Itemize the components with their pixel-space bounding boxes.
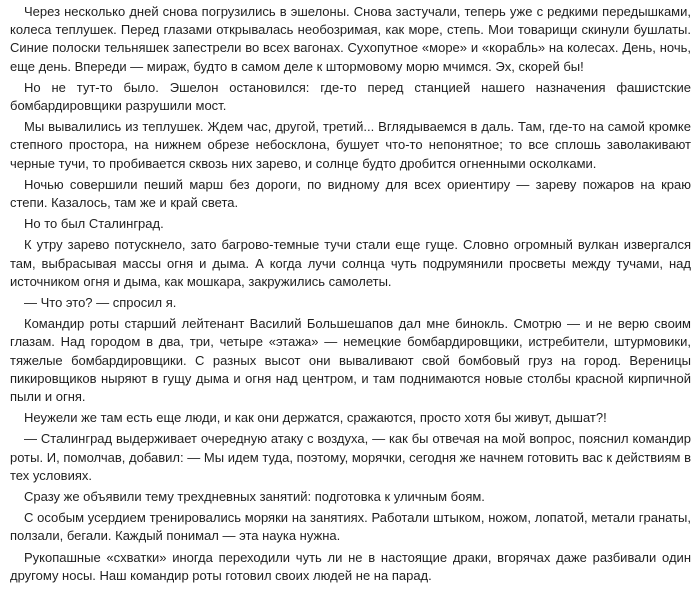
- paragraph: Сразу же объявили тему трехдневных занятий: подготовка к уличным боям.: [24, 489, 485, 505]
- paragraph: — Сталинград выдерживает очередную атаку с воздуха, — как бы отвечая на мой вопрос, пояснил командир роты. И, помолчав, добавил: — Мы идем туда, поэтому, морячки, сегодня же начнем готовить вас к действиям в тех условиях.: [10, 431, 691, 483]
- paragraph: Но не тут-то было. Эшелон остановился: где-то перед станцией нашего назначения фашистские бомбардировщики разрушили мост.: [10, 79, 691, 114]
- paragraph: Рукопашные «схватки» иногда переходили чуть ли не в настоящие драки, вгорячах даже разбивали один другому носы. Наш командир роты готовил своих людей не на парад.: [10, 549, 691, 583]
- paragraph: — Что это? — спросил я.: [24, 295, 177, 311]
- paragraph: Мы вывалились из теплушек. Ждем час, другой, третий... Вглядываемся в даль. Там, где-то на самой кромке степного простора, на нижнем обрезе небосклона, бушует что-то непонятное; то все сплошь заволакивают черные тучи, то пробивается сквозь них зарево, и солнце будто дробится огненными осколками.: [10, 119, 691, 171]
- paragraph: Неужели же там есть еще люди, и как они держатся, сражаются, просто хотя бы живут, дышат?!: [24, 410, 607, 426]
- paragraph: К утру зарево потускнело, зато багрово-темные тучи стали еще гуще. Словно огромный вулкан извергался там, выбрасывая массы огня и дыма. А когда лучи солнца чуть подрумянили просветы между тучами, над источником огня и дыма, как мошкара, закружились самолеты.: [10, 237, 691, 289]
- paragraph: Командир роты старший лейтенант Василий Большешапов дал мне бинокль. Смотрю — и не верю своим глазам. Над городом в два, три, четыре «этажа» — немецкие бомбардировщики, истребители, штурмовики, тяжелые бомбардировщики. С разных высот они вываливают свой бомбовый груз на город. Вереницы пикировщиков ныряют в гущу дыма и огня над центром, и там поднимаются новые столбы красной кирпичной пыли и огня.: [10, 316, 691, 405]
- paragraph: Но то был Сталинград.: [24, 216, 164, 232]
- paragraph: Через несколько дней снова погрузились в эшелоны. Снова застучали, теперь уже с редкими передышками, колеса теплушек. Перед глазами открывалась необозримая, как море, степь. Мои товарищи скинули бушлаты. Синие полоски тельняшек запестрели во всех вагонах. Сухопутное «море» и «корабль» на колесах. День, ночь, еще день. Впереди — мираж, будто в самом деле к штормовому морю мчимся. Эх, скорей бы!: [10, 4, 691, 74]
- paragraph: Ночью совершили пеший марш без дороги, по видному для всех ориентиру — зареву пожаров на краю степи. Казалось, там же и край света.: [10, 176, 691, 211]
- paragraph: С особым усердием тренировались моряки на занятиях. Работали штыком, ножом, лопатой, метали гранаты, ползали, бегали. Каждый понимал — эта наука нужна.: [10, 510, 691, 544]
